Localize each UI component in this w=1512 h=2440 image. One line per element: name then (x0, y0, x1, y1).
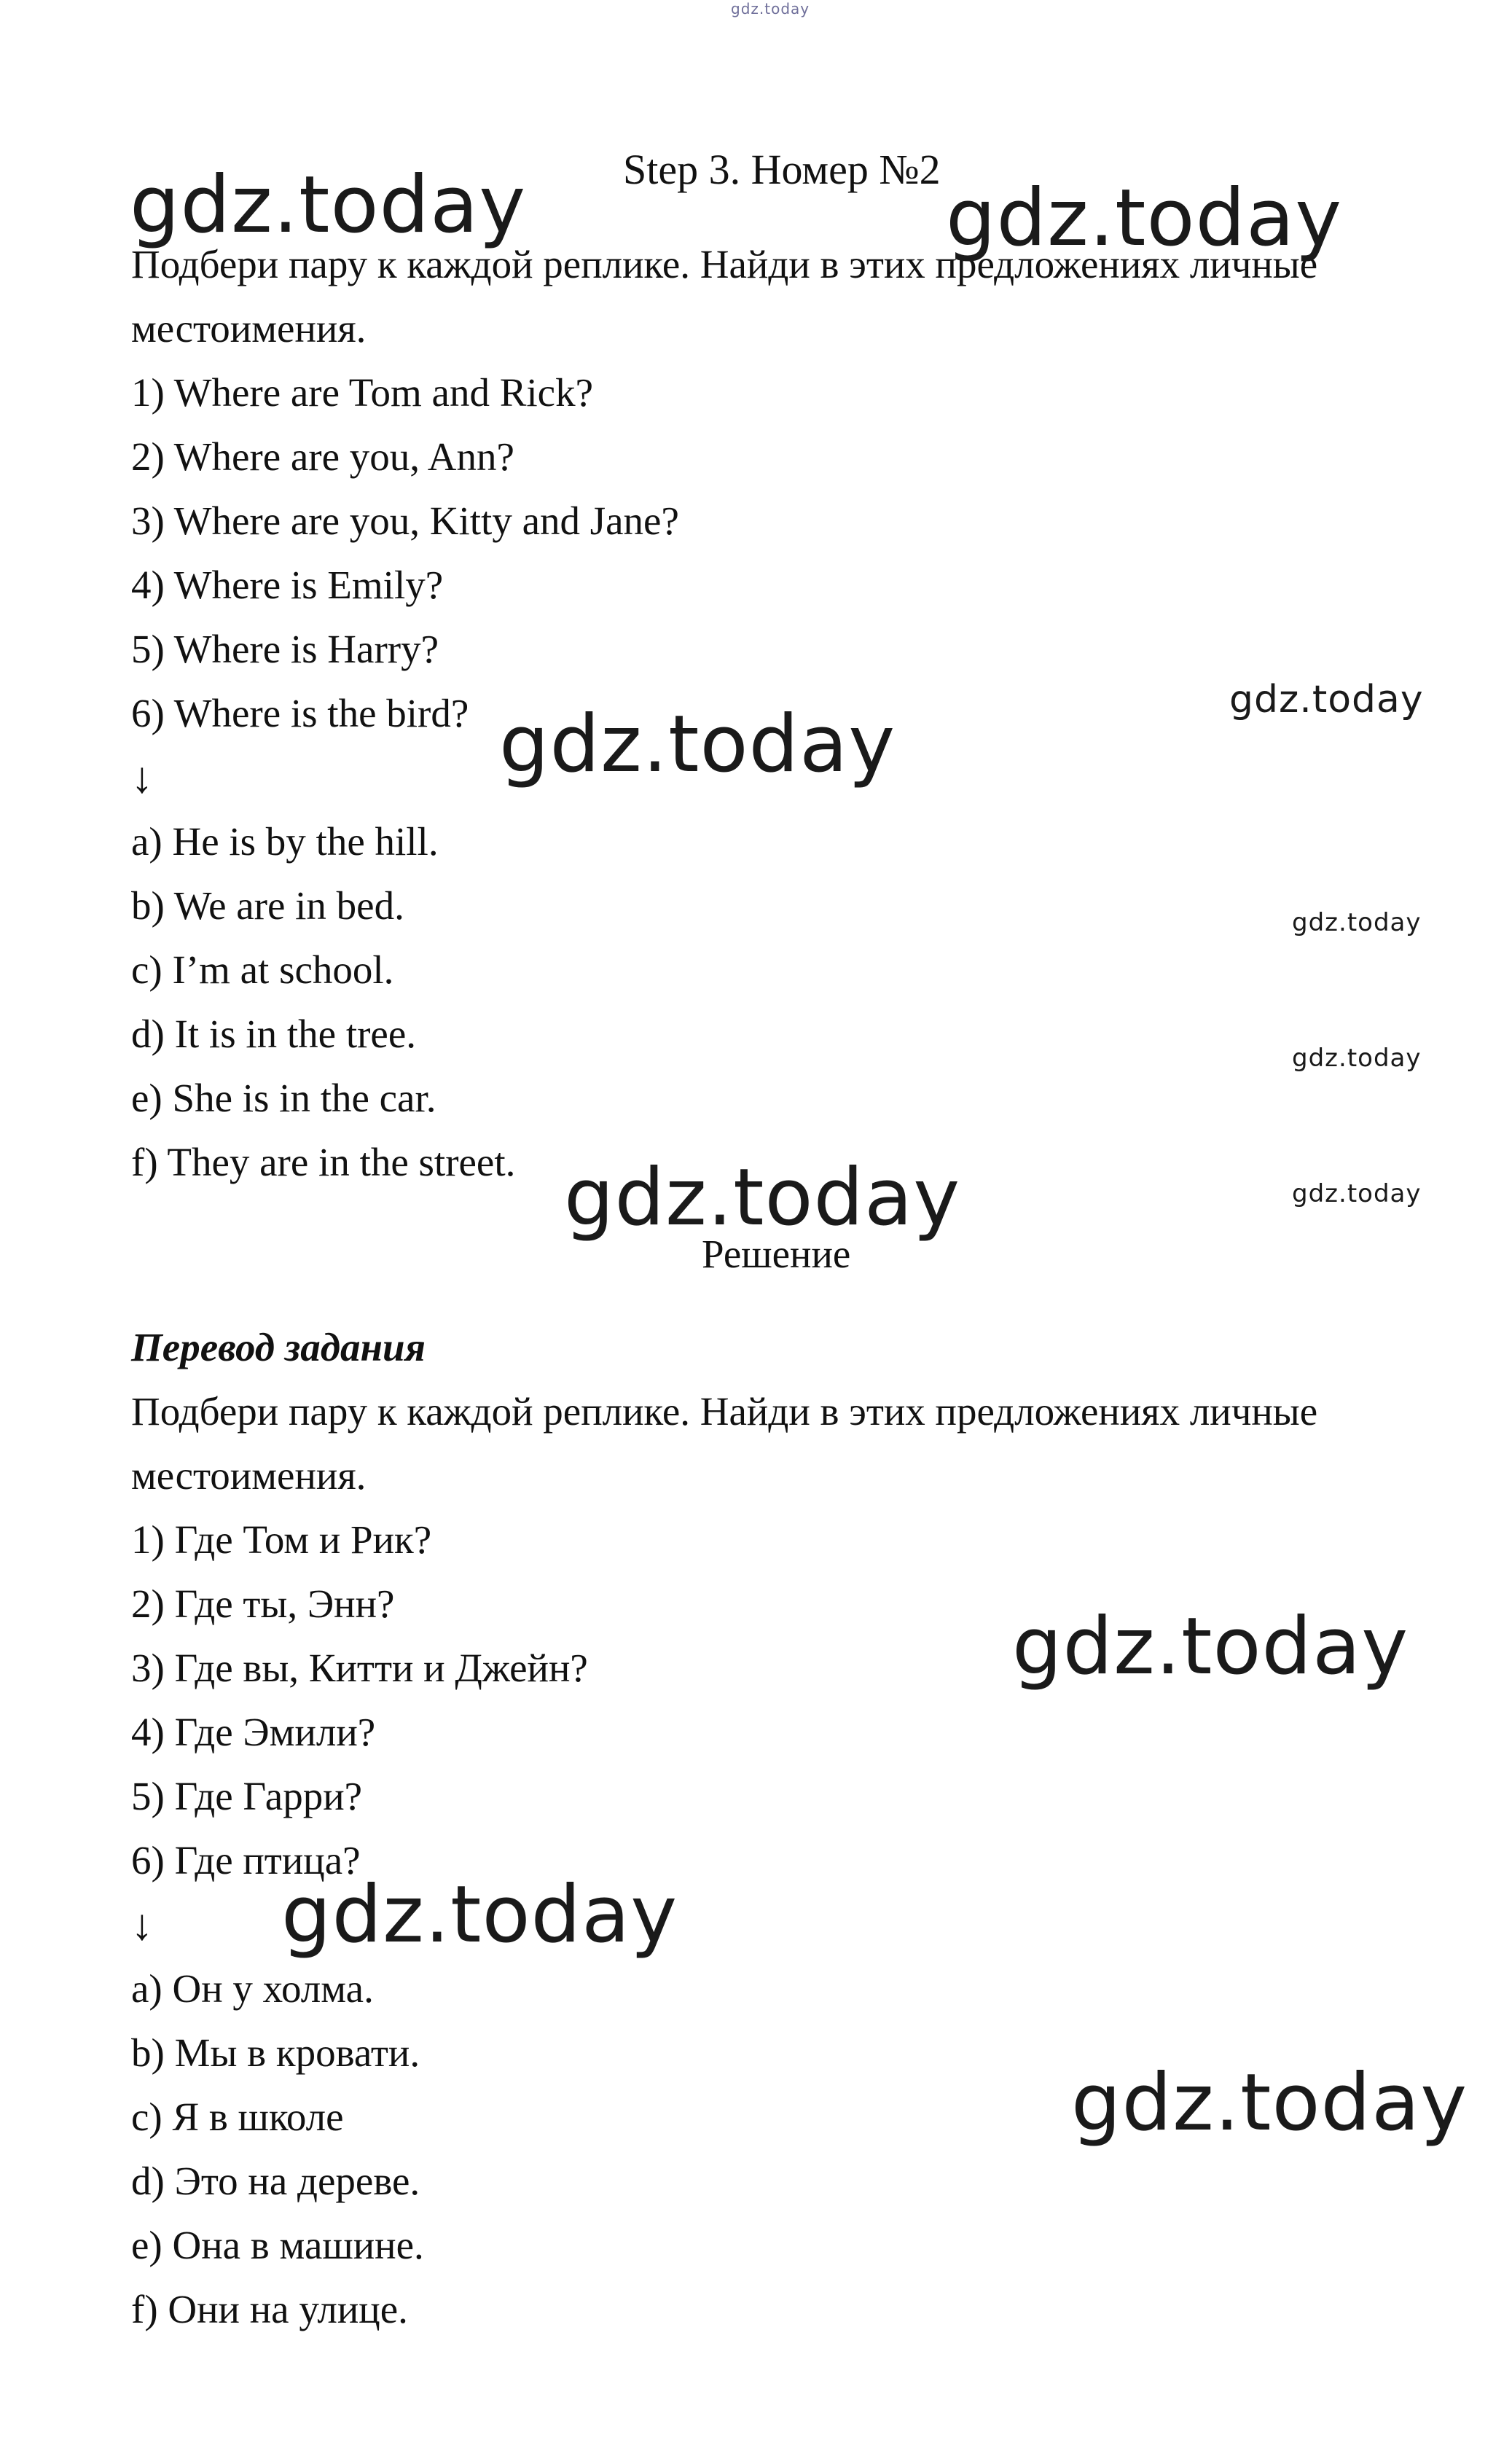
question-item: 2) Where are you, Ann? (131, 434, 514, 479)
question-item: 3) Where are you, Kitty and Jane? (131, 498, 679, 543)
translation-answer-item: d) Это на дереве. (131, 2159, 420, 2203)
answer-item: a) He is by the hill. (131, 819, 439, 864)
down-arrow-icon: ↓ (131, 1901, 153, 1949)
translation-answer-item: b) Мы в кровати. (131, 2030, 420, 2075)
translation-instruction-line1: Подбери пару к каждой реплике. Найди в этих предложениях личные (131, 1389, 1318, 1434)
translation-question-item: 4) Где Эмили? (131, 1710, 376, 1754)
answer-item: c) I’m at school. (131, 947, 394, 992)
solution-heading: Решение (702, 1232, 851, 1276)
watermark: gdz.today (731, 0, 810, 17)
translation-answer-item: a) Он у холма. (131, 1966, 374, 2011)
watermark: gdz.today (1292, 1179, 1422, 1208)
translation-question-item: 6) Где птица? (131, 1838, 361, 1882)
watermark: gdz.today (1229, 678, 1424, 722)
question-item: 1) Where are Tom and Rick? (131, 370, 594, 415)
question-item: 4) Where is Emily? (131, 563, 444, 607)
watermark: gdz.today (564, 1152, 961, 1243)
translation-question-item: 3) Где вы, Китти и Джейн? (131, 1646, 588, 1690)
watermark: gdz.today (130, 160, 527, 251)
watermark: gdz.today (499, 699, 896, 790)
watermark: gdz.today (1012, 1601, 1409, 1692)
translation-question-item: 5) Где Гарри? (131, 1774, 363, 1818)
translation-answer-item: c) Я в школе (131, 2095, 344, 2139)
watermark: gdz.today (946, 173, 1343, 264)
watermark: gdz.today (1071, 2057, 1468, 2148)
question-item: 5) Where is Harry? (131, 627, 439, 671)
page-title: Step 3. Номер №2 (623, 146, 941, 193)
translation-heading: Перевод задания (131, 1325, 426, 1369)
answer-item: b) We are in bed. (131, 883, 404, 928)
answer-item: d) It is in the tree. (131, 1012, 416, 1056)
answer-item: e) She is in the car. (131, 1076, 436, 1120)
watermark: gdz.today (1292, 1044, 1422, 1073)
down-arrow-icon: ↓ (131, 754, 153, 802)
translation-instruction-line2: местоимения. (131, 1453, 367, 1498)
translation-answer-item: e) Она в машине. (131, 2223, 424, 2267)
translation-answer-item: f) Они на улице. (131, 2287, 408, 2331)
translation-question-item: 2) Где ты, Энн? (131, 1581, 395, 1626)
answer-item: f) They are in the street. (131, 1140, 516, 1184)
watermark: gdz.today (1292, 908, 1422, 937)
translation-question-item: 1) Где Том и Рик? (131, 1517, 432, 1562)
question-item: 6) Where is the bird? (131, 691, 469, 735)
task-instruction-line1: Подбери пару к каждой реплике. Найди в этих предложениях личные (131, 242, 1318, 286)
task-instruction-line2: местоимения. (131, 306, 367, 351)
watermark: gdz.today (281, 1869, 678, 1960)
